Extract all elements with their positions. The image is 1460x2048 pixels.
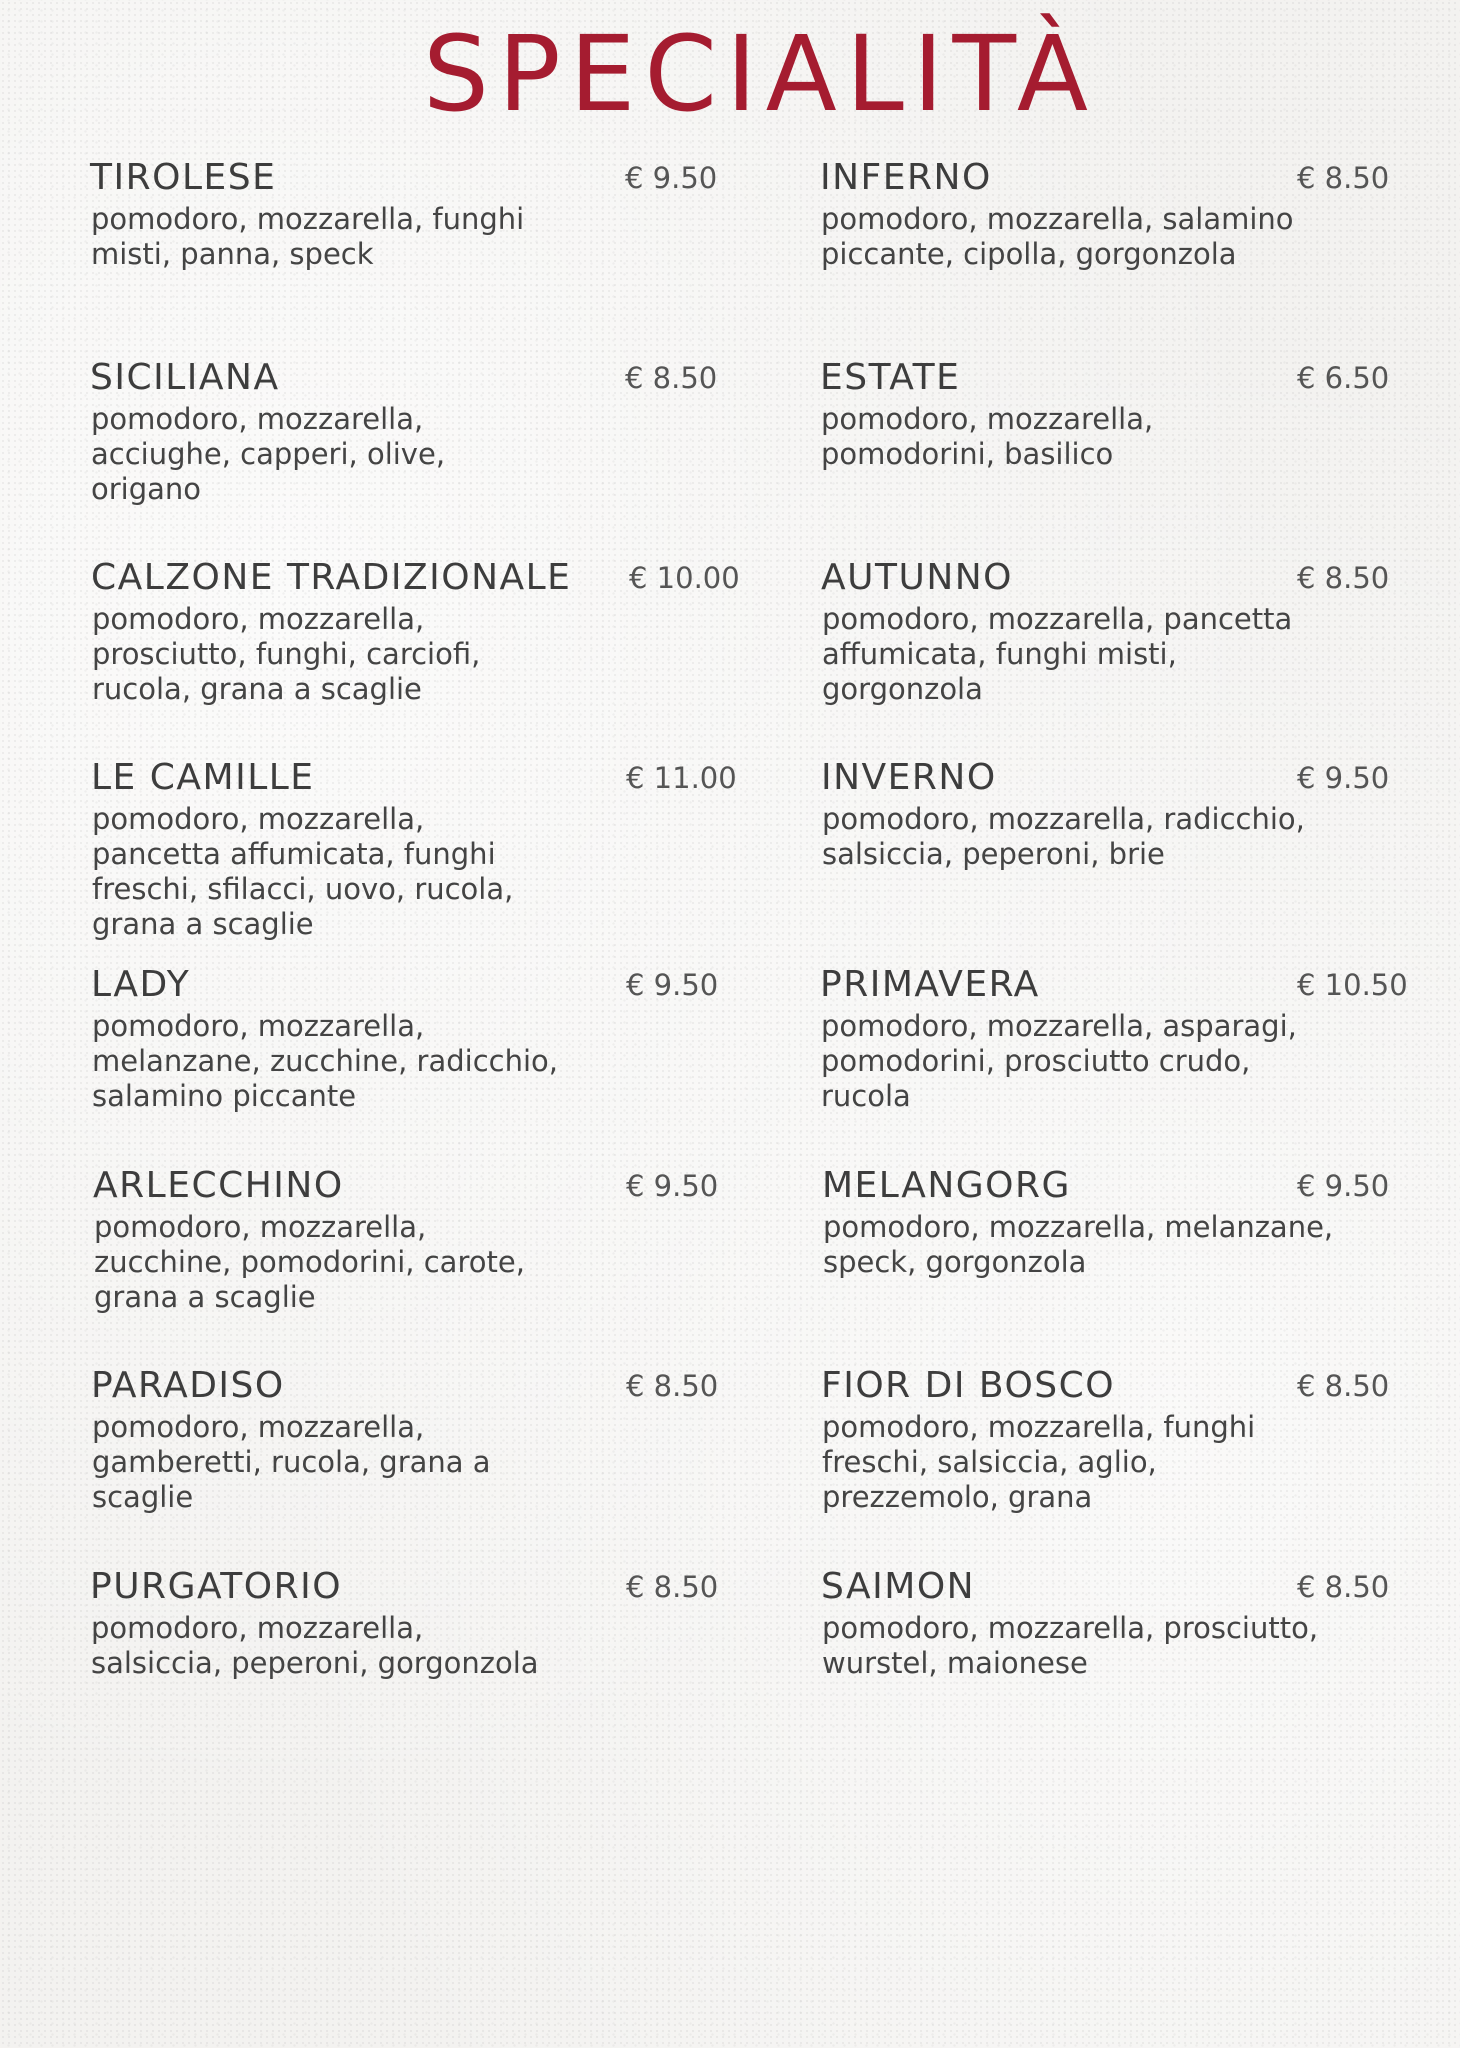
item-name: INFERNO <box>820 157 992 198</box>
item-description: pomodoro, mozzarella, salsiccia, peperoni, gorgonzola <box>91 1611 539 1680</box>
item-name: PURGATORIO <box>90 1566 343 1607</box>
item-name: LE CAMILLE <box>91 757 315 798</box>
item-name: LADY <box>91 964 191 1005</box>
menu-item-lady <box>91 963 751 1153</box>
menu-item-melangorg <box>822 1164 1460 1354</box>
item-price: € 8.50 <box>625 361 718 395</box>
item-description: pomodoro, mozzarella, pancetta affumicata, funghi freschi, sfilacci, uovo, rucola, grana a scaglie <box>92 802 514 941</box>
item-price: € 9.50 <box>626 1169 719 1203</box>
item-description: pomodoro, mozzarella, melanzane, speck, gorgonzola <box>823 1210 1334 1279</box>
page-title: SPECIALITÀ <box>422 13 1098 135</box>
item-name: SAIMON <box>821 1566 976 1607</box>
item-price: € 8.50 <box>626 1570 719 1604</box>
menu-item-purgatorio <box>90 1565 750 1755</box>
item-name: AUTUNNO <box>821 557 1014 598</box>
item-name: PARADISO <box>91 1365 285 1406</box>
item-name: CALZONE TRADIZIONALE <box>91 557 572 598</box>
item-price: € 10.00 <box>629 561 740 595</box>
item-price: € 8.50 <box>1297 1570 1390 1604</box>
item-description: pomodoro, mozzarella, funghi freschi, salsiccia, aglio, prezzemolo, grana <box>822 1410 1256 1514</box>
menu-item-saimon <box>821 1565 1460 1755</box>
menu-item-arlecchino <box>93 1164 753 1354</box>
menu-item-inferno <box>820 156 1460 346</box>
item-description: pomodoro, mozzarella, pancetta affumicata, funghi misti, gorgonzola <box>822 602 1293 706</box>
menu-item-calzone-tradizionale <box>91 556 751 746</box>
item-price: € 10.50 <box>1297 968 1408 1002</box>
item-name: MELANGORG <box>822 1165 1071 1206</box>
menu-item-siciliana <box>90 356 750 546</box>
menu-item-le-camille <box>91 756 751 946</box>
item-name: INVERNO <box>821 757 997 798</box>
item-description: pomodoro, mozzarella, radicchio, salsiccia, peperoni, brie <box>822 802 1305 871</box>
menu-item-autunno <box>821 556 1460 746</box>
item-price: € 9.50 <box>625 161 718 195</box>
item-name: FIOR DI BOSCO <box>821 1365 1116 1406</box>
item-description: pomodoro, mozzarella, zucchine, pomodorini, carote, grana a scaglie <box>94 1210 525 1314</box>
menu-item-paradiso <box>91 1364 751 1554</box>
item-price: € 11.00 <box>626 761 737 795</box>
item-description: pomodoro, mozzarella, pomodorini, basilico <box>821 402 1154 471</box>
item-price: € 6.50 <box>1297 361 1390 395</box>
item-description: pomodoro, mozzarella, melanzane, zucchine, radicchio, salamino piccante <box>92 1009 558 1113</box>
item-name: ARLECCHINO <box>93 1165 344 1206</box>
item-name: TIROLESE <box>90 157 277 198</box>
menu-item-estate <box>820 356 1460 546</box>
item-price: € 8.50 <box>1297 161 1390 195</box>
item-description: pomodoro, mozzarella, prosciutto, wurstel, maionese <box>822 1611 1319 1680</box>
item-description: pomodoro, mozzarella, funghi misti, panna, speck <box>91 202 525 271</box>
item-description: pomodoro, mozzarella, acciughe, capperi, olive, origano <box>91 402 446 506</box>
item-name: SICILIANA <box>90 357 280 398</box>
menu-item-fior-di-bosco <box>821 1364 1460 1554</box>
item-name: PRIMAVERA <box>820 964 1040 1005</box>
item-description: pomodoro, mozzarella, salamino piccante, cipolla, gorgonzola <box>821 202 1294 271</box>
menu-item-inverno <box>821 756 1460 946</box>
item-price: € 8.50 <box>626 1369 719 1403</box>
item-price: € 9.50 <box>1297 1169 1390 1203</box>
item-name: ESTATE <box>820 357 961 398</box>
menu-item-tirolese <box>90 156 750 346</box>
item-description: pomodoro, mozzarella, prosciutto, funghi, carciofi, rucola, grana a scaglie <box>92 602 481 706</box>
item-price: € 8.50 <box>1297 1369 1390 1403</box>
menu-item-primavera <box>820 963 1460 1153</box>
item-price: € 9.50 <box>1297 761 1390 795</box>
item-price: € 9.50 <box>626 968 719 1002</box>
item-price: € 8.50 <box>1297 561 1390 595</box>
item-description: pomodoro, mozzarella, asparagi, pomodorini, prosciutto crudo, rucola <box>821 1009 1297 1113</box>
item-description: pomodoro, mozzarella, gamberetti, rucola, grana a scaglie <box>92 1410 491 1514</box>
